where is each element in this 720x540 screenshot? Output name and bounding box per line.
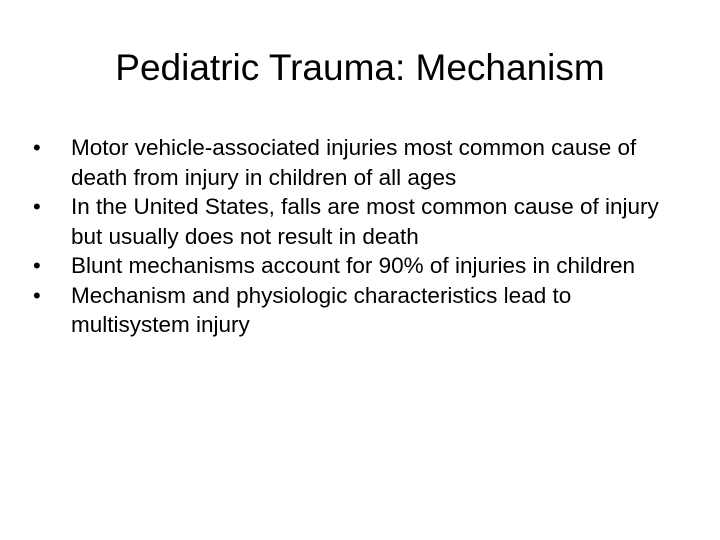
bullet-item: [30, 281, 670, 340]
bullet-item: [30, 192, 670, 251]
bullet-text: Mechanism and physiologic characteristics lead to multisystem injury: [71, 282, 572, 337]
bullet-item: [30, 133, 670, 192]
bullet-dot-icon: •: [33, 282, 41, 308]
bullet-text: Blunt mechanisms account for 90% of injuries in children: [71, 253, 636, 278]
bullet-item: [30, 251, 670, 281]
bullet-text: Motor vehicle-associated injuries most common cause of death from injury in children of all ages: [71, 135, 637, 190]
slide-title: Pediatric Trauma: Mechanism: [115, 47, 605, 88]
bullet-text: In the United States, falls are most common cause of injury but usually does not result in death: [71, 194, 659, 249]
bullet-dot-icon: •: [33, 194, 41, 219]
bullet-dot-icon: •: [33, 253, 41, 278]
bullet-dot-icon: •: [33, 135, 41, 160]
bullet-list: [30, 133, 670, 340]
